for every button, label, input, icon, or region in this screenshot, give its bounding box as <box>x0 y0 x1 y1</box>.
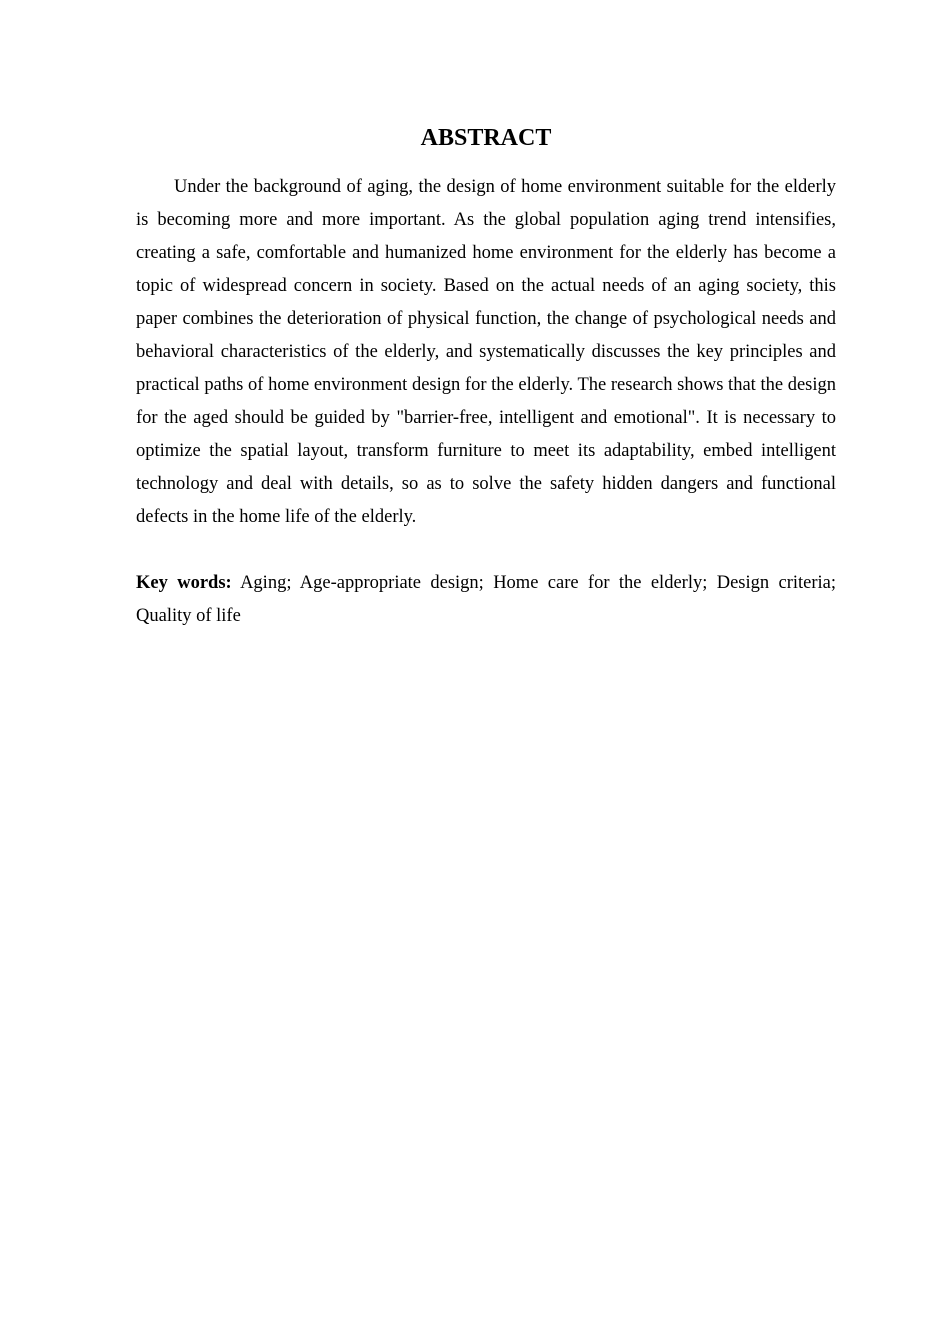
abstract-title: ABSTRACT <box>420 125 552 151</box>
abstract-section <box>136 118 836 633</box>
keywords-text: Aging; Age-appropriate design; Home care for the elderly; Design criteria; Quality of life <box>136 573 837 626</box>
keywords-label: Key words: <box>136 573 232 593</box>
keywords-paragraph <box>136 567 836 633</box>
abstract-body: Under the background of aging, the design of home environment suitable for the elderly is becoming more and more important. As the global population aging trend intensifies, creating a safe, comfortable and humanized home environment for the elderly has become a topic of widespread concern in society. Based on the actual needs of an aging society, this paper combines the deterioration of physical function, the change of psychological needs and behavioral characteristics of the elderly, and systematically discusses the key principles and practical paths of home environment design for the elderly. The research shows that the design for the aged should be guided by "barrier-free, intelligent and emotional". It is necessary to optimize the spatial layout, transform furniture to meet its adaptability, embed intelligent technology and deal with details, so as to solve the safety hidden dangers and functional defects in the home life of the elderly. <box>136 177 836 527</box>
